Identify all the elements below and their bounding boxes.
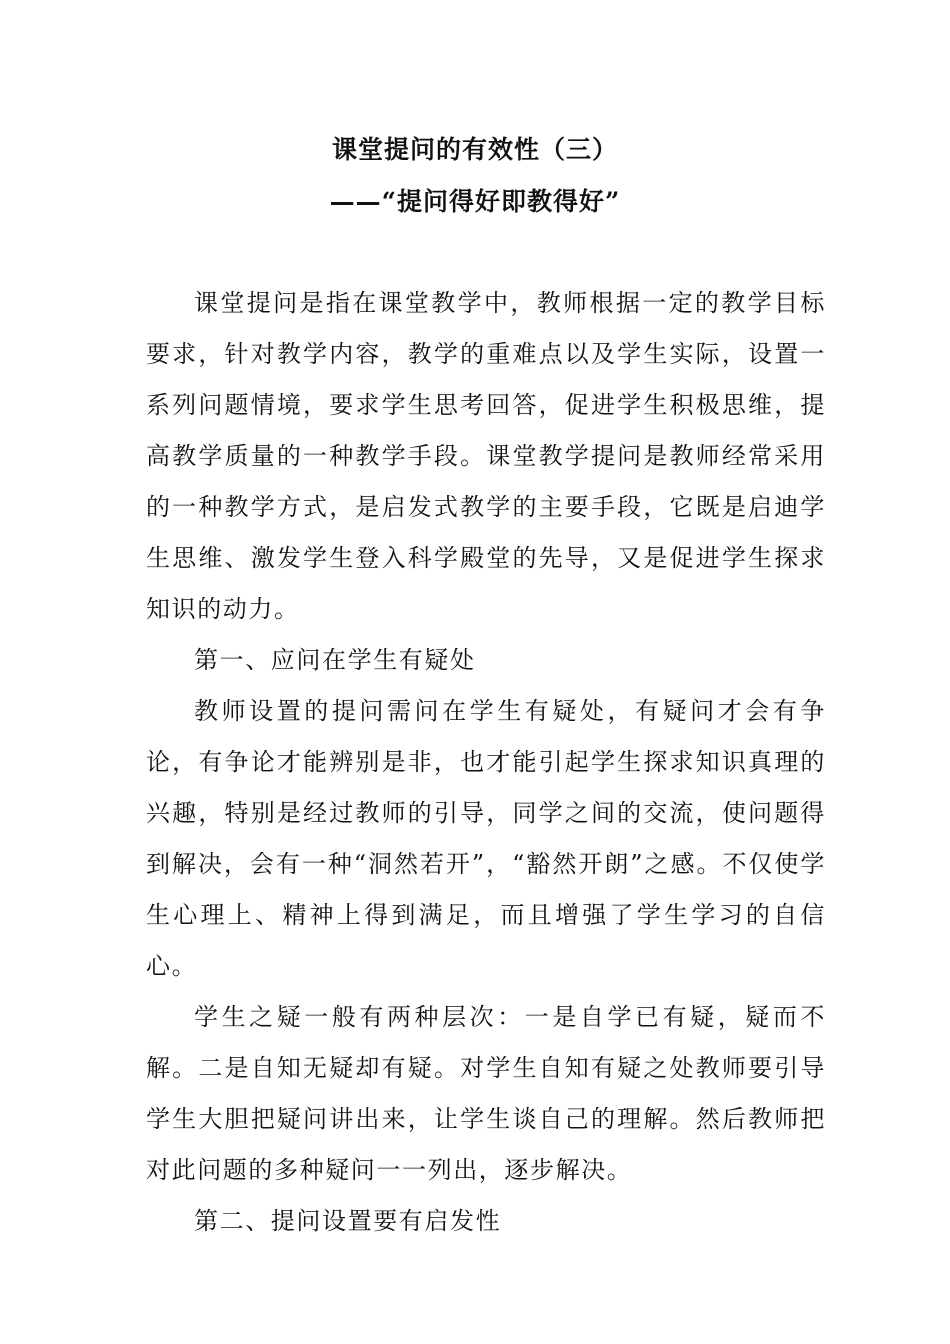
paragraph-question-levels: 学生之疑一般有两种层次：一是自学已有疑，疑而不解。二是自知无疑却有疑。对学生自知有疑之处教师要引导学生大胆把疑问讲出来，让学生谈自己的理解。然后教师把对此问题的多种疑问一一列出，逐步解决。 [146, 1003, 826, 1184]
document-body [146, 278, 826, 1247]
title-block [0, 128, 950, 224]
section-heading-1: 第一、应问在学生有疑处 [194, 646, 476, 674]
paragraph-section-1: 教师设置的提问需问在学生有疑处，有疑问才会有争论，有争论才能辨别是非，也才能引起学生探求知识真理的兴趣，特别是经过教师的引导，同学之间的交流，使问题得到解决，会有一种“洞然若开”，“豁然开朗”之感。不仅使学生心理上、精神上得到满足，而且增强了学生学习的自信心。 [146, 697, 826, 980]
document-title: 课堂提问的有效性（三） [331, 135, 618, 164]
paragraph-intro: 课堂提问是指在课堂教学中，教师根据一定的教学目标要求，针对教学内容，教学的重难点以及学生实际，设置一系列问题情境，要求学生思考回答，促进学生积极思维，提高教学质量的一种教学手段。课堂教学提问是教师经常采用的一种教学方式，是启发式教学的主要手段，它既是启迪学生思维、激发学生登入科学殿堂的先导，又是促进学生探求知识的动力。 [146, 289, 826, 623]
section-heading-2: 第二、提问设置要有启发性 [194, 1207, 502, 1235]
document-subtitle: ——“提问得好即教得好” [329, 187, 621, 216]
